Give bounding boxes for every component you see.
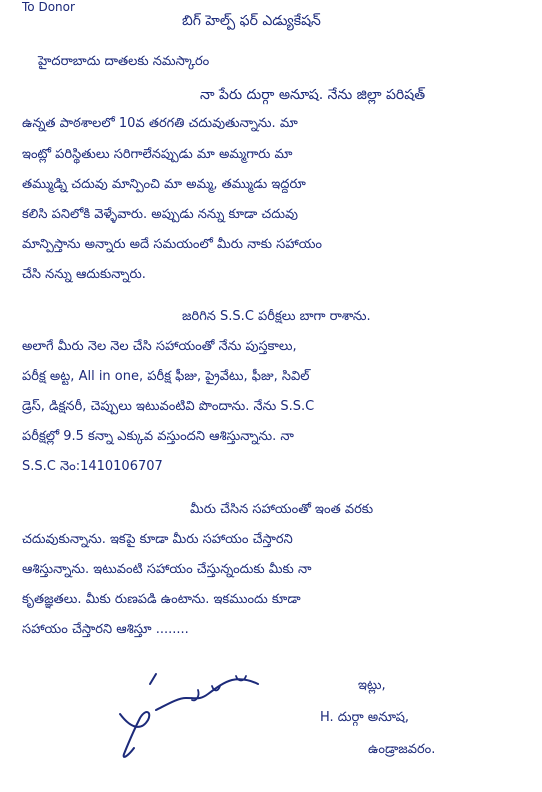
body-line: పరీక్షల్లో 9.5 కన్నా ఎక్కువ వస్తుందని ఆశిస్తున్నాను. నా <box>22 429 294 444</box>
body-line: చదువుకున్నాను. ఇకపై కూడా మీరు సహాయం చేస్తారని <box>22 532 293 547</box>
body-line: S.S.C నెం:1410106707 <box>22 459 163 474</box>
body-line: కృతజ్ఞతలు. మీకు రుణపడి ఉంటాను. ఇకముందు కూడా <box>22 592 301 607</box>
body-line: డ్రెస్, డిక్షనరీ, చెప్పులు ఇటువంటివి పొందాను. నేను S.S.C <box>22 399 315 414</box>
letter-salutation: హైదరాబాదు దాతలకు నమస్కారం <box>38 54 210 69</box>
body-line: తమ్ముడ్ని చదువు మాన్పించి మా అమ్మ, తమ్ముడు ఇద్దరూ <box>22 177 306 192</box>
body-line: మీరు చేసిన సహాయంతో ఇంత వరకు <box>190 502 374 517</box>
letter-title: బిగ్ హెల్ప్ ఫర్ ఎడ్యుకేషన్ <box>182 13 321 29</box>
body-line: సహాయం చేస్తారని ఆశిస్తూ ........ <box>22 622 189 637</box>
body-line: కలిసి పనిలోకి వెళ్ళేవారు. అప్పుడు నన్ను కూడా చదువు <box>22 207 298 222</box>
signer-name: H. దుర్గా అనూష, <box>320 710 410 725</box>
letter-closing: ఇట్లు, <box>358 678 386 693</box>
body-line: ఆశిస్తున్నాను. ఇటువంటి సహాయం చేస్తున్నందుకు మీకు నా <box>22 562 312 577</box>
body-line: మాన్పిస్తాను అన్నారు అదే సమయంలో మీరు నాకు సహాయం <box>22 237 323 252</box>
body-line: జరిగిన S.S.C పరీక్షలు బాగా రాశాను. <box>182 309 371 324</box>
body-line: ఇంట్లో పరిస్థితులు సరిగాలేనప్పుడు మా అమ్మగారు మా <box>22 147 293 162</box>
body-line: చేసి నన్ను ఆదుకున్నారు. <box>22 267 146 282</box>
body-line: పరీక్ష అట్ట, All in one, పరీక్ష ఫీజు, ప్రైవేటు, ఫీజు, సివిల్ <box>22 369 310 384</box>
body-line: ఉన్నత పాఠశాలలో 10వ తరగతి చదువుతున్నాను. మా <box>22 116 298 131</box>
signer-place: ఉండ్రాజవరం. <box>368 742 436 757</box>
body-line: అలాగే మీరు నెల నెల చేసి సహాయంతో నేను పుస్తకాలు, <box>22 339 297 354</box>
handwritten-signature <box>112 668 272 768</box>
letter-addressee: To Donor <box>22 0 75 14</box>
body-line: నా పేరు దుర్గా అనూష. నేను జిల్లా పరిషత్ <box>200 87 426 103</box>
